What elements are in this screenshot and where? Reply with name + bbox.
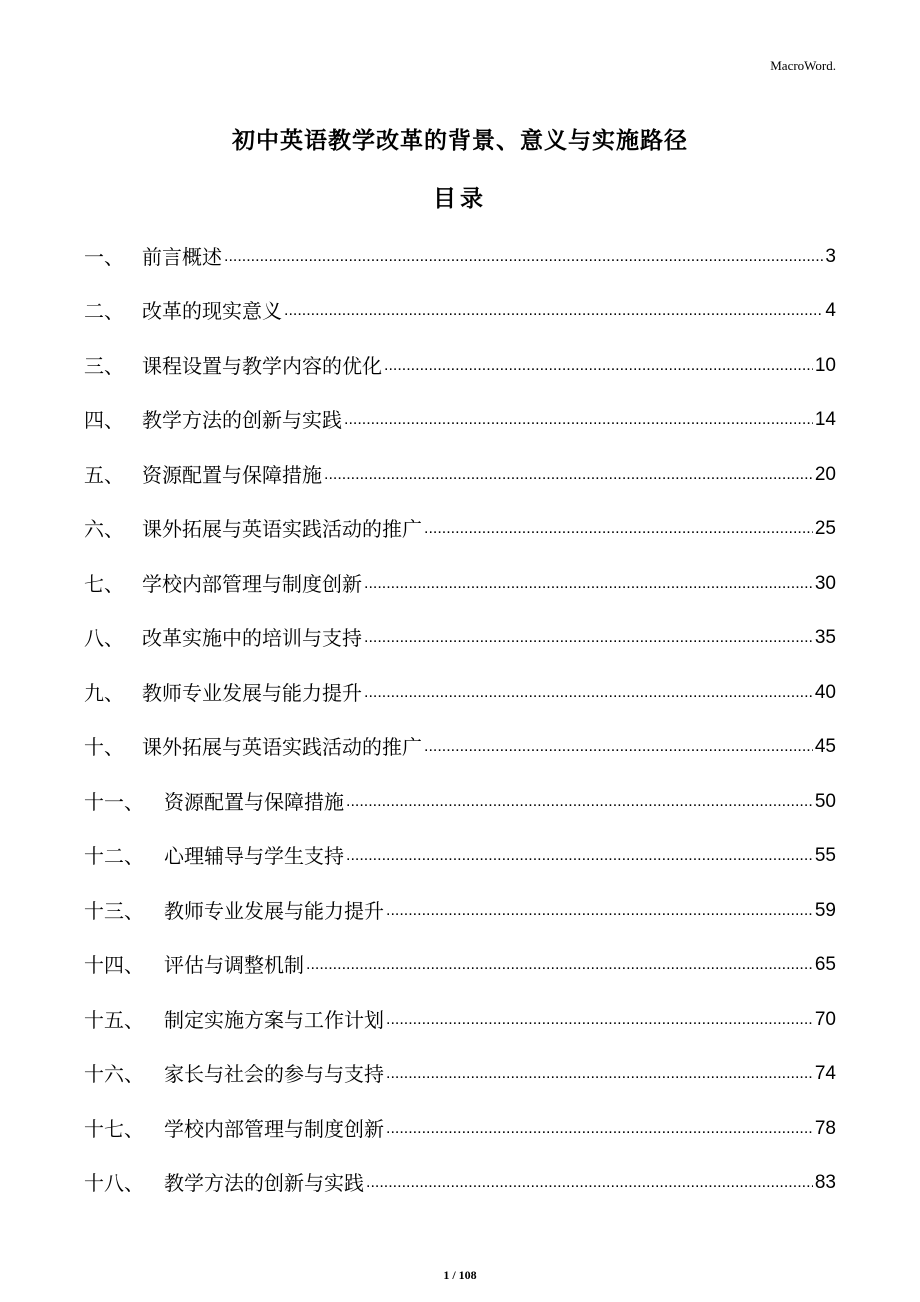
toc-entry-number: 三、 [84,353,124,378]
toc-entry-page: 83 [814,1172,836,1193]
toc-entry-18[interactable] [84,1151,836,1206]
toc-dot-leader [344,408,813,432]
toc-entry-17[interactable] [84,1096,836,1151]
toc-entry-title: 前言概述 [142,244,222,269]
header-brand: MacroWord. [770,58,836,73]
toc-entry-9[interactable] [84,660,836,715]
toc-entry-number: 六、 [84,517,124,541]
toc-entry-number: 九、 [84,680,124,705]
toc-entry-title: 课程设置与教学内容的优化 [142,353,382,378]
toc-entry-15[interactable] [84,987,836,1042]
toc-entry-page: 35 [814,627,836,648]
toc-entry-title: 家长与社会的参与与支持 [164,1062,384,1086]
toc-entry-title: 教师专业发展与能力提升 [142,680,362,705]
toc-entry-title: 心理辅导与学生支持 [164,844,344,868]
toc-entry-page: 40 [814,681,836,703]
toc-entry-5[interactable] [84,442,836,497]
toc-entry-number: 十一、 [84,789,144,814]
toc-entry-title: 改革的现实意义 [142,299,282,323]
toc-dot-leader [366,1171,813,1195]
toc-entry-12[interactable] [84,824,836,879]
toc-entry-title: 资源配置与保障措施 [142,462,322,487]
toc-entry-page: 74 [814,1063,836,1084]
toc-entry-page: 65 [814,954,836,975]
toc-entry-page: 4 [825,300,836,321]
toc-entry-page: 70 [814,1008,836,1030]
toc-entry-number: 五、 [84,462,124,487]
toc-entry-number: 十七、 [84,1116,144,1141]
toc-entry-7[interactable] [84,551,836,606]
toc-entry-1[interactable] [84,224,836,279]
toc-entry-title: 评估与调整机制 [164,953,304,977]
toc-dot-leader [324,463,813,487]
toc-entry-11[interactable] [84,769,836,824]
toc-entry-16[interactable] [84,1042,836,1097]
toc-dot-leader [386,1062,813,1086]
toc-entry-number: 十八、 [84,1171,144,1195]
toc-entry-page: 30 [814,572,836,594]
toc-entry-title: 教学方法的创新与实践 [142,408,342,432]
document-title: 初中英语教学改革的背景、意义与实施路径 [232,128,688,154]
toc-entry-number: 十、 [84,735,124,759]
toc-entry-number: 十三、 [84,898,144,923]
toc-entry-number: 一、 [84,244,124,269]
toc-dot-leader [386,1117,813,1141]
toc-dot-leader [364,681,813,705]
toc-entry-title: 资源配置与保障措施 [164,789,344,814]
page-indicator: 1 / 108 [443,1268,477,1282]
toc-entry-number: 四、 [84,408,124,432]
toc-entry-13[interactable] [84,878,836,933]
toc-dot-leader [386,899,813,923]
toc-dot-leader [386,1008,813,1032]
toc-dot-leader [346,790,813,814]
toc-entry-title: 教师专业发展与能力提升 [164,898,384,923]
toc-entry-8[interactable] [84,606,836,661]
toc-entry-page: 14 [814,409,836,430]
toc-entry-number: 七、 [84,571,124,596]
toc-entry-page: 3 [825,245,836,267]
toc-entry-title: 制定实施方案与工作计划 [164,1007,384,1032]
toc-dot-leader [384,354,813,378]
toc-entry-page: 59 [814,899,836,921]
toc-entry-number: 十二、 [84,844,144,868]
toc-entry-number: 二、 [84,299,124,323]
toc-entry-number: 十五、 [84,1007,144,1032]
table-of-contents [84,224,836,1205]
toc-entry-page: 55 [814,845,836,866]
toc-entry-title: 课外拓展与英语实践活动的推广 [142,735,422,759]
toc-entry-title: 改革实施中的培训与支持 [142,626,362,650]
toc-entry-title: 课外拓展与英语实践活动的推广 [142,517,422,541]
toc-dot-leader [364,572,813,596]
toc-entry-10[interactable] [84,715,836,770]
toc-dot-leader [306,953,813,977]
toc-entry-number: 十四、 [84,953,144,977]
toc-entry-number: 十六、 [84,1062,144,1086]
toc-dot-leader [424,735,813,759]
toc-dot-leader [284,299,823,323]
toc-entry-title: 学校内部管理与制度创新 [164,1116,384,1141]
toc-entry-4[interactable] [84,388,836,443]
toc-dot-leader [224,245,823,269]
toc-entry-page: 78 [814,1117,836,1139]
toc-entry-page: 10 [814,354,836,376]
toc-entry-page: 50 [814,790,836,812]
toc-entry-page: 45 [814,736,836,757]
toc-entry-title: 学校内部管理与制度创新 [142,571,362,596]
toc-entry-number: 八、 [84,626,124,650]
toc-entry-page: 25 [814,518,836,539]
toc-entry-6[interactable] [84,497,836,552]
toc-dot-leader [364,626,813,650]
toc-dot-leader [424,517,813,541]
toc-entry-page: 20 [814,463,836,485]
toc-entry-14[interactable] [84,933,836,988]
toc-heading: 目录 [433,186,487,212]
toc-entry-2[interactable] [84,279,836,334]
toc-dot-leader [346,844,813,868]
toc-entry-3[interactable] [84,333,836,388]
toc-entry-title: 教学方法的创新与实践 [164,1171,364,1195]
